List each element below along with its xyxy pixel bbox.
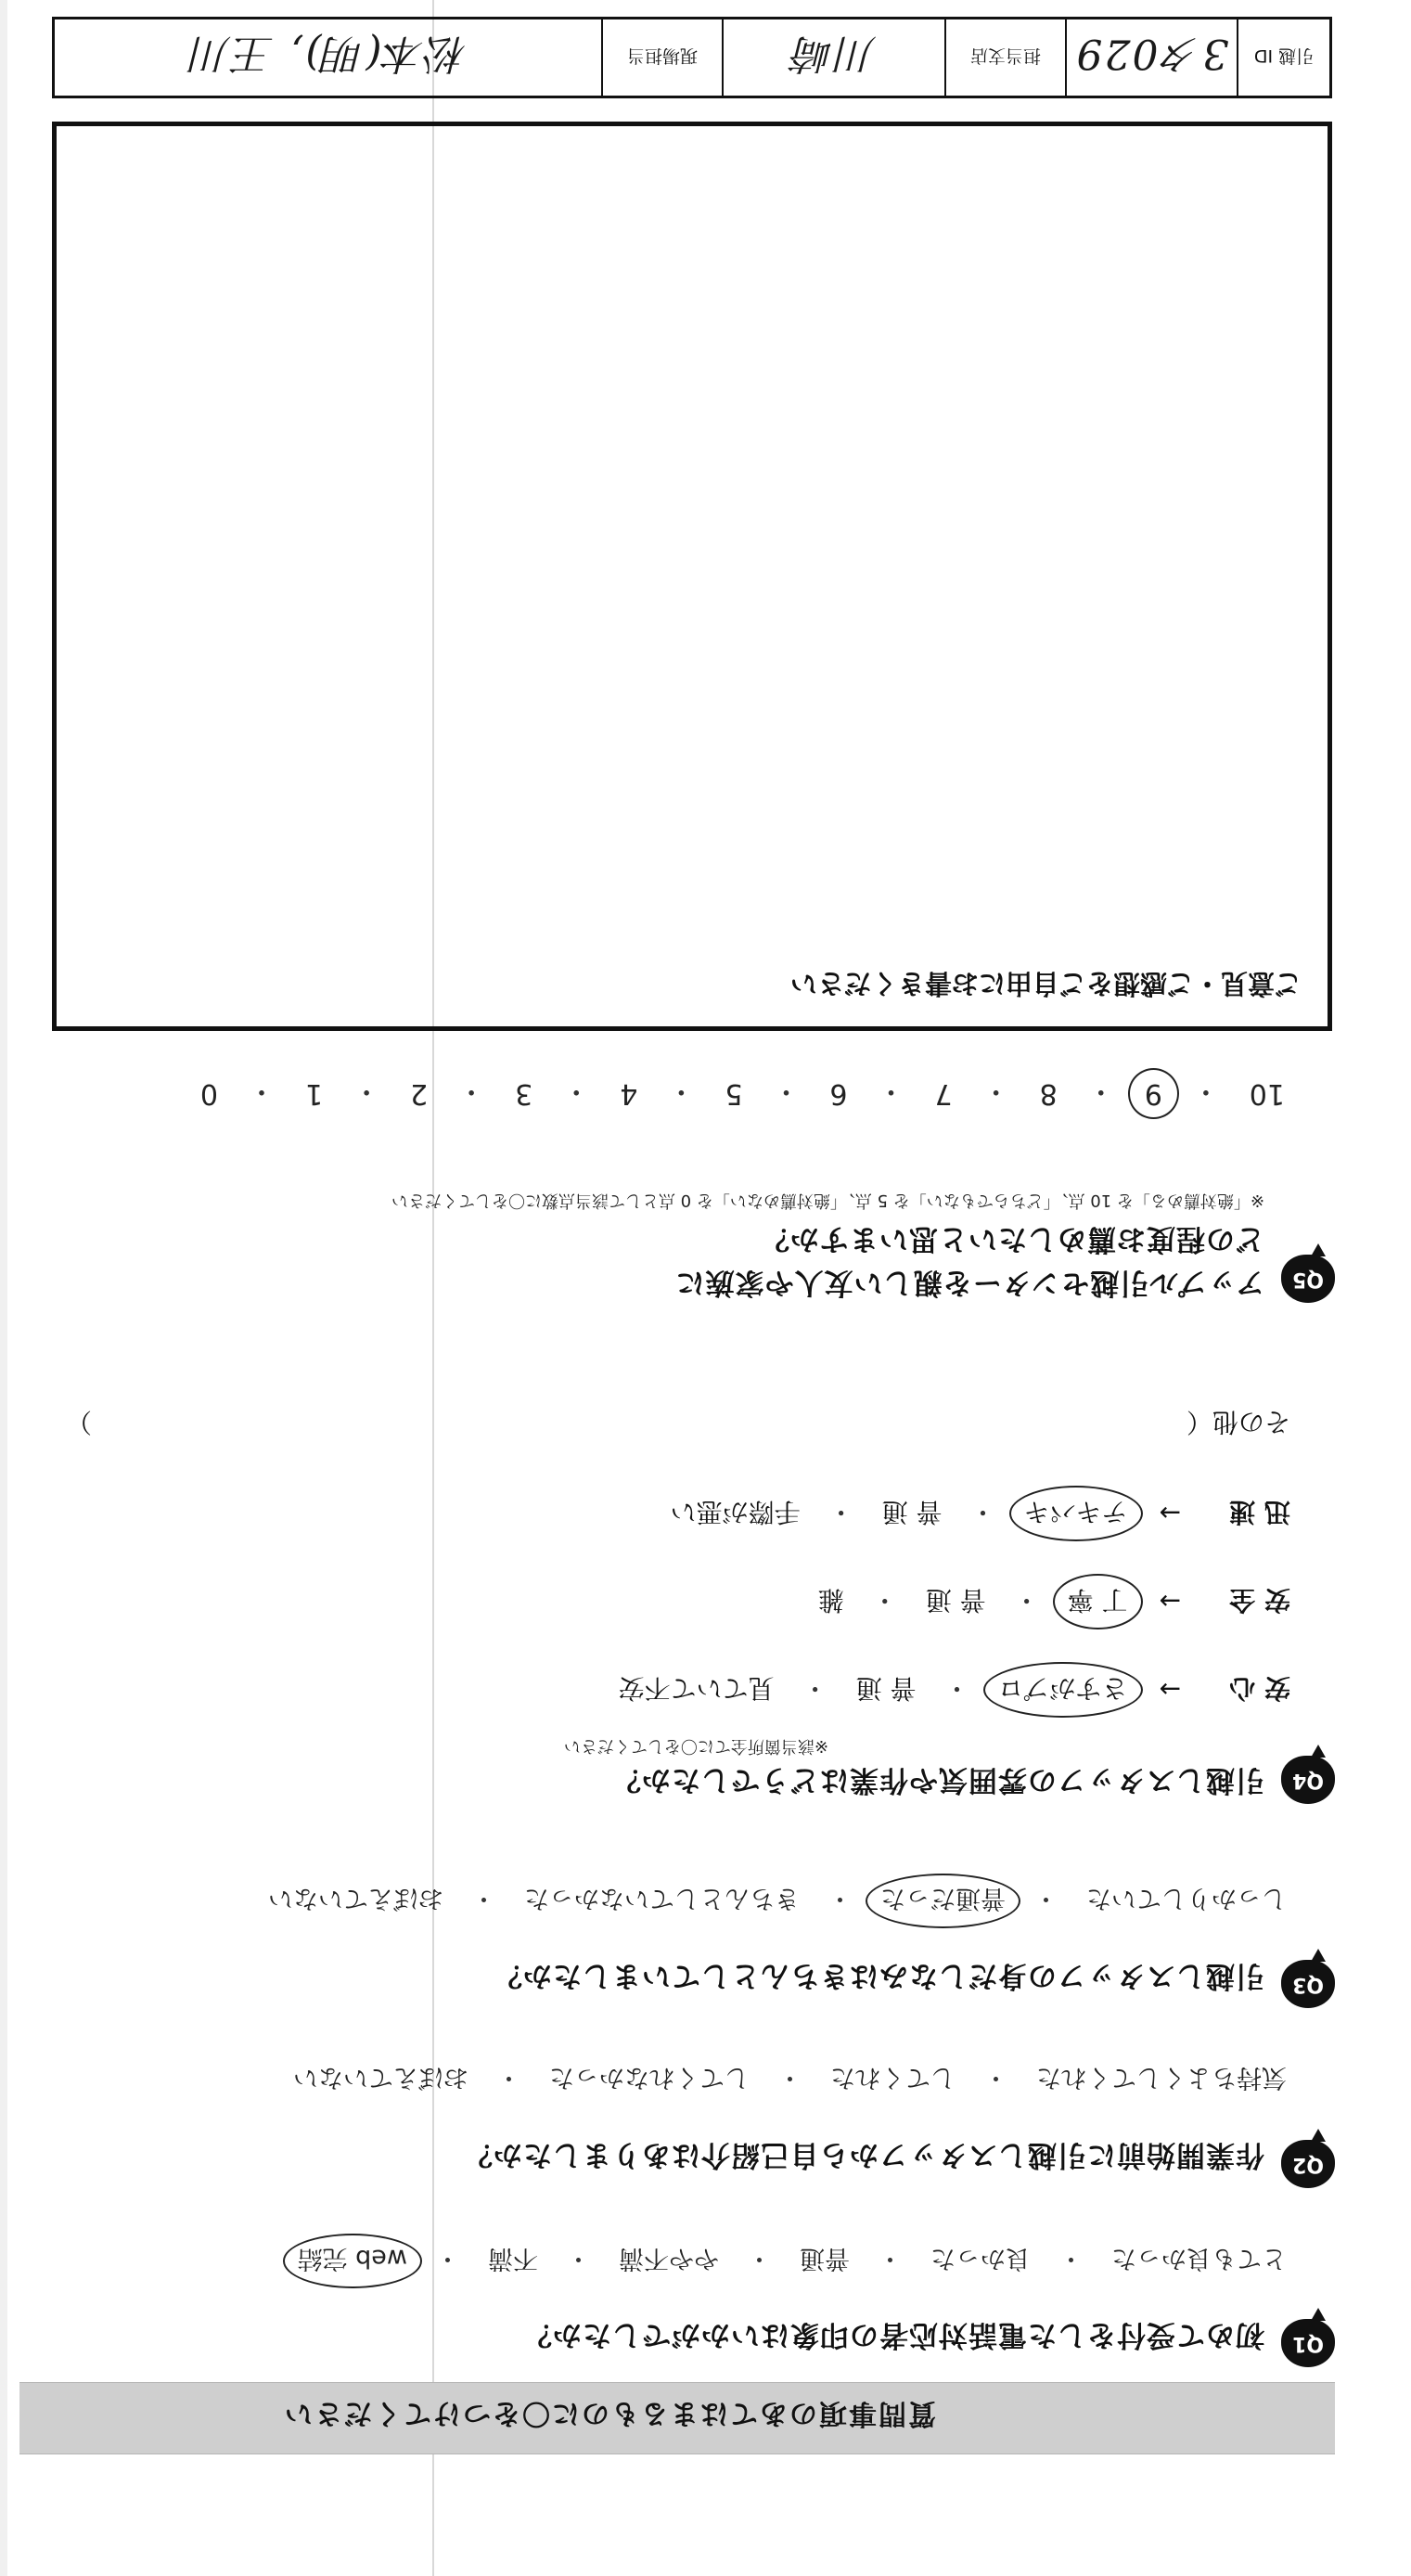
q4-other-label: その他（: [1186, 1407, 1290, 1437]
q1-option-selected[interactable]: web 完結: [294, 2243, 411, 2279]
comment-label: ご意見・ご感想をご自由にお書きください: [789, 968, 1302, 999]
staff-label: 現場担当: [601, 19, 722, 96]
q4-option[interactable]: 普 通: [925, 1585, 986, 1616]
q5-score[interactable]: 0: [199, 1077, 218, 1111]
q4-option[interactable]: 普 通: [881, 1497, 943, 1527]
q4-badge: Q4: [1281, 1756, 1335, 1804]
q5-score[interactable]: 1: [304, 1077, 324, 1111]
q5-score-selected[interactable]: 9: [1139, 1078, 1168, 1111]
q5-score[interactable]: 7: [934, 1077, 953, 1111]
q1-option[interactable]: やや不満: [619, 2244, 719, 2273]
q3-badge: Q3: [1281, 1960, 1335, 2008]
q4-category: 安 全: [1229, 1585, 1290, 1616]
move-id-value: 3タ029: [1065, 19, 1237, 96]
q4-question: 引越しスタッフの雰囲気や作業はどうでしたか？: [611, 1763, 1264, 1797]
q5-score[interactable]: 6: [829, 1077, 848, 1111]
comment-box[interactable]: [52, 122, 1332, 1031]
q4-option[interactable]: 見ていて不安: [618, 1673, 775, 1704]
q4-note: ※該当箇所全てに〇をしてください: [563, 1736, 828, 1756]
q4-category: 安 心: [1229, 1673, 1290, 1704]
q2-badge: Q2: [1281, 2140, 1335, 2188]
q2-option[interactable]: おぼえていない: [293, 2063, 468, 2092]
q4-category: 迅 速: [1229, 1497, 1290, 1527]
q1-option[interactable]: 不満: [488, 2244, 538, 2273]
q4-other-close: ）: [66, 1407, 93, 1437]
q1-options: とても良かった ・ 良かった ・ 普通 ・ やや不満 ・ 不満 ・ web 完結: [294, 2243, 1290, 2279]
q4-option[interactable]: 普 通: [855, 1673, 917, 1704]
q4-option-selected[interactable]: 丁 寧: [1064, 1583, 1132, 1620]
q3-options: しっかりしていた ・ 普通だった ・ きちんとしていなかった ・ おぼえていない: [264, 1883, 1290, 1919]
q1-option[interactable]: 普通: [800, 2244, 850, 2273]
q5-question-line1: アップル引越センターを親しい友人や家族に: [674, 1266, 1264, 1299]
q5-score[interactable]: 10: [1249, 1077, 1285, 1111]
q4-row-safety-feeling: 安 心 → さすがプロ ・ 普 通 ・ 見ていて不安: [615, 1671, 1290, 1708]
q3-option-selected[interactable]: 普通だった: [877, 1883, 1009, 1919]
move-id-label: 引越 ID: [1237, 19, 1329, 96]
q4-row-safety: 安 全 → 丁 寧 ・ 普 通 ・ 雑: [815, 1583, 1290, 1620]
instruction-text: 質問事項のあてはまるものに〇をつけてください: [283, 2397, 936, 2429]
arrow-icon: →: [1159, 1674, 1181, 1706]
q3-question: 引越しスタッフの身だしなみはきちんとしていましたか？: [493, 1959, 1264, 1992]
q2-options: 気持ちよくしてくれた ・ してくれた ・ してくれなかった ・ おぼえていない: [289, 2062, 1290, 2098]
q3-option[interactable]: しっかりしていた: [1086, 1884, 1287, 1913]
q5-score[interactable]: 8: [1039, 1077, 1058, 1111]
q5-score[interactable]: 3: [515, 1077, 533, 1111]
q5-score[interactable]: 4: [620, 1077, 638, 1111]
branch-value: 川崎: [722, 19, 944, 96]
instruction-band: [19, 2382, 1335, 2454]
q1-option[interactable]: 良かった: [930, 2244, 1031, 2273]
q2-option[interactable]: してくれなかった: [549, 2063, 750, 2092]
q4-option[interactable]: 手際が悪い: [670, 1497, 801, 1527]
id-table: [52, 17, 1332, 98]
q5-scale: 10 ・ 9 ・ 8 ・ 7 ・ 6 ・ 5 ・ 4 ・ 3 ・ 2 ・ 1 ・ 0: [195, 1074, 1290, 1114]
q5-question-line2: どの程度お薦めしたいと思いますか？: [760, 1222, 1264, 1256]
q5-note: ※「絶対薦める」を 10 点、「どちらでもない」を 5 点、「絶対薦めない」を 0 点として該当点数に〇をしてください: [391, 1191, 1264, 1210]
q5-badge: Q5: [1281, 1255, 1335, 1303]
q4-option-selected[interactable]: テキパキ: [1020, 1495, 1132, 1532]
q4-row-speed: 迅 速 → テキパキ ・ 普 通 ・ 手際が悪い: [667, 1495, 1290, 1532]
branch-label: 担当支店: [944, 19, 1065, 96]
staff-value: 松本(明), 王川: [188, 30, 468, 77]
q4-row-other: [66, 1405, 1290, 1442]
q4-option[interactable]: 雑: [817, 1585, 844, 1616]
q5-score[interactable]: 2: [410, 1077, 429, 1111]
q5-score[interactable]: 5: [725, 1077, 743, 1111]
q3-option[interactable]: おぼえていない: [268, 1884, 443, 1913]
q2-question: 作業開始前に引越しスタッフから自己紹介はありましたか？: [463, 2138, 1264, 2171]
q3-option[interactable]: きちんとしていなかった: [524, 1884, 800, 1913]
q1-badge: Q1: [1281, 2319, 1335, 2367]
q2-option[interactable]: してくれた: [830, 2063, 956, 2092]
q4-option-selected[interactable]: さすがプロ: [994, 1671, 1132, 1708]
q1-option[interactable]: とても良かった: [1111, 2244, 1287, 2273]
arrow-icon: →: [1159, 1498, 1181, 1529]
q1-question: 初めて受付をした電話対応者の印象はいかがでしたか？: [522, 2318, 1264, 2351]
arrow-icon: →: [1159, 1586, 1181, 1617]
q2-option[interactable]: 気持ちよくしてくれた: [1036, 2063, 1287, 2092]
